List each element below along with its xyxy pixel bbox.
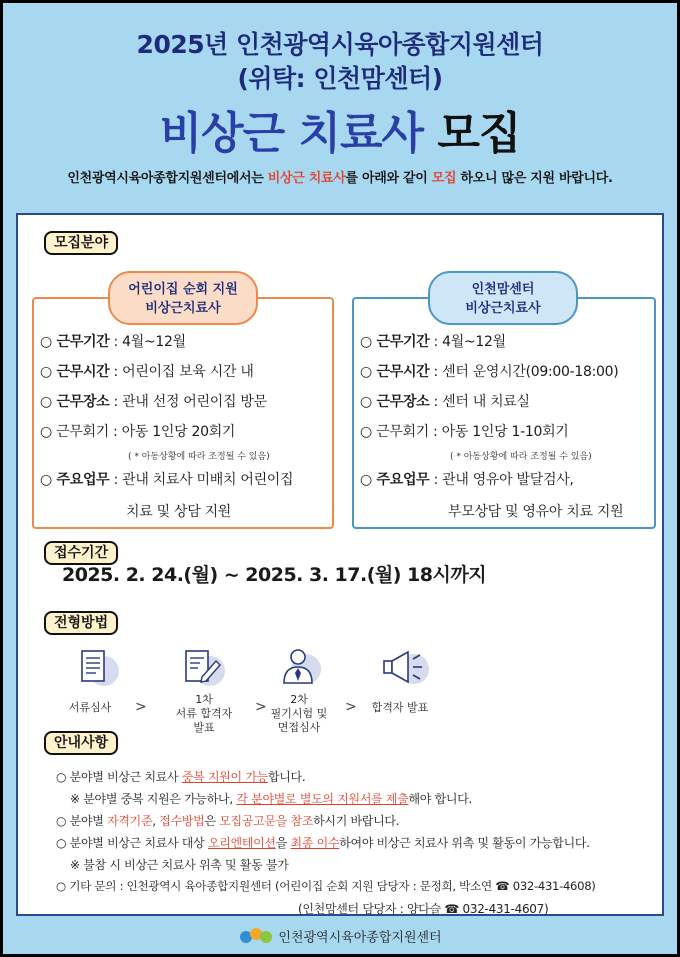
right-duty-line2: 부모상담 및 영유아 치료 지원 xyxy=(448,504,624,520)
step-3-line1: 2차 xyxy=(290,693,308,706)
intro-e: 하오니 많은 지원 바랍니다. xyxy=(456,171,613,186)
guide-line-5: ※ 불참 시 비상근 치료사 위촉 및 활동 불가 xyxy=(70,858,289,872)
left-row-2-value: : 어린이집 보육 시간 내 xyxy=(109,364,254,380)
guide-line-6: ○ 기타 문의 : 인천광역시 육아종합지원센터 (어린이집 순회 지원 담당자 : 문정희, 박소연 ☎ 032-431-4608) xyxy=(56,879,596,893)
right-pill-line2: 비상근치료사 xyxy=(465,301,541,316)
field-tag: 모집분야 xyxy=(44,231,118,255)
left-row-4 xyxy=(40,421,235,441)
guide-3a: ○ 분야별 xyxy=(56,814,108,828)
guide-1b: 중복 지원이 가능 xyxy=(181,770,268,784)
right-pill xyxy=(428,271,578,325)
guide-2c: 해야 합니다. xyxy=(408,792,473,806)
left-row-3-value: : 관내 선정 어린이집 방문 xyxy=(109,394,267,410)
left-pill xyxy=(108,271,258,325)
edit-document-icon xyxy=(180,647,226,693)
step-1-label xyxy=(54,701,126,715)
intro-c: 를 아래와 같이 xyxy=(345,171,432,186)
step-2-line1: 1차 xyxy=(195,693,213,706)
document-icon xyxy=(74,647,120,693)
step-2-label xyxy=(162,693,246,735)
megaphone-icon xyxy=(380,647,430,693)
left-row-2-label: ○ 근무시간 xyxy=(40,364,110,380)
guide-line-4 xyxy=(56,834,590,851)
guide-3d: 접수방법 xyxy=(159,814,205,828)
left-row-5-value: : 관내 치료사 미배치 어린이집 xyxy=(109,472,294,488)
right-row-2-value: : 센터 운영시간(09:00-18:00) xyxy=(429,364,619,380)
guide-3c: , xyxy=(152,814,160,828)
guide-4c: 을 xyxy=(275,836,291,850)
right-row-4 xyxy=(360,421,569,441)
guide-4a: ○ 분야별 비상근 치료사 대상 xyxy=(56,836,208,850)
guide-4e: 하여야 비상근 치료사 위촉 및 활동이 가능합니다. xyxy=(339,836,590,850)
main-title-black: 모집 xyxy=(437,108,521,159)
right-row-1 xyxy=(360,331,506,351)
guide-2a: ※ 분야별 중복 지원은 가능하나, xyxy=(70,792,237,806)
left-row-2 xyxy=(40,361,254,381)
left-note: ( * 아동상황에 따라 조정될 수 있음) xyxy=(128,452,270,462)
right-row-5-label: ○ 주요업무 xyxy=(360,472,430,488)
footer-text: 인천광역시육아종합지원센터 xyxy=(278,930,442,946)
step-1-line1: 서류심사 xyxy=(68,701,112,714)
period-tag: 접수기간 xyxy=(44,541,118,565)
right-row-2-label: ○ 근무시간 xyxy=(360,364,430,380)
guide-4b: 오리엔테이션 xyxy=(207,836,276,850)
right-note: ( * 아동상황에 따라 조정될 수 있음) xyxy=(450,452,592,462)
left-row-1-label: ○ 근무기간 xyxy=(40,334,110,350)
step-4-label xyxy=(358,701,442,715)
guide-3f: 모집공고문을 참조 xyxy=(219,814,314,828)
intro-b: 비상근 치료사 xyxy=(267,171,346,186)
content-card xyxy=(16,213,664,916)
guide-line-7: (인천맘센터 담당자 : 양다슬 ☎ 032-431-4607) xyxy=(298,902,549,916)
left-row-3 xyxy=(40,391,267,411)
guide-line-1 xyxy=(56,768,305,785)
guide-tag: 안내사항 xyxy=(44,731,118,755)
right-row-1-value: : 4월~12월 xyxy=(429,334,506,350)
right-row-4-value: : 아동 1인당 1-10회기 xyxy=(428,424,569,440)
right-row-5 xyxy=(360,469,574,489)
chevron-right-icon: > xyxy=(255,699,267,715)
left-row-3-label: ○ 근무장소 xyxy=(40,394,110,410)
right-row-4-label: ○ 근무회기 xyxy=(360,424,429,440)
guide-4d: 최종 이수 xyxy=(290,836,340,850)
right-row-5-value: : 관내 영유아 발달검사, xyxy=(429,472,574,488)
chevron-right-icon: > xyxy=(345,699,357,715)
intro-text xyxy=(3,167,677,186)
guide-2b: 각 분야별로 별도의 지원서를 제출 xyxy=(236,792,409,806)
guide-1c: 합니다. xyxy=(267,770,306,784)
left-pill-line1: 어린이집 순회 지원 xyxy=(128,282,238,297)
step-4-line1: 합격자 발표 xyxy=(371,701,429,714)
intro-d: 모집 xyxy=(431,171,457,186)
left-row-4-value: : 아동 1인당 20회기 xyxy=(108,424,236,440)
center-logo-icon xyxy=(238,925,274,951)
intro-a: 인천광역시육아종합지원센터에서는 xyxy=(67,171,268,186)
guide-line-3 xyxy=(56,812,399,829)
main-title xyxy=(3,97,677,161)
left-row-4-label: ○ 근무회기 xyxy=(40,424,109,440)
left-row-5-label: ○ 주요업무 xyxy=(40,472,110,488)
guide-3b: 자격기준 xyxy=(107,814,153,828)
title-line1: 2025년 인천광역시육아종합지원센터 xyxy=(136,30,544,59)
left-row-5 xyxy=(40,469,293,489)
left-row-1 xyxy=(40,331,186,351)
guide-3e: 은 xyxy=(204,814,220,828)
step-2-line2: 서류 합격자 xyxy=(175,707,233,720)
process-tag: 전형방법 xyxy=(44,611,118,635)
left-duty-line2: 치료 및 상담 지원 xyxy=(126,504,232,520)
main-title-blue: 비상근 치료사 xyxy=(159,108,423,159)
step-3-line3: 면접심사 xyxy=(277,721,321,734)
left-row-1-value: : 4월~12월 xyxy=(109,334,186,350)
application-period: 2025. 2. 24.(월) ~ 2025. 3. 17.(월) 18시까지 xyxy=(62,564,487,586)
left-pill-line2: 비상근치료사 xyxy=(145,301,221,316)
guide-1a: ○ 분야별 비상근 치료사 xyxy=(56,770,182,784)
right-row-3 xyxy=(360,391,530,411)
guide-3g: 하시기 바랍니다. xyxy=(313,814,400,828)
step-3-label xyxy=(254,693,344,735)
step-2-line3: 발표 xyxy=(193,721,215,734)
right-row-1-label: ○ 근무기간 xyxy=(360,334,430,350)
footer xyxy=(3,925,677,951)
step-3-line2: 필기시험 및 xyxy=(270,707,328,720)
right-row-2 xyxy=(360,361,618,381)
guide-line-2 xyxy=(70,790,472,807)
right-row-3-label: ○ 근무장소 xyxy=(360,394,430,410)
right-row-3-value: : 센터 내 치료실 xyxy=(429,394,530,410)
interviewer-icon xyxy=(276,645,322,691)
title-line2: (위탁: 인천맘센터) xyxy=(237,64,443,93)
poster xyxy=(3,3,677,954)
right-pill-line1: 인천맘센터 xyxy=(471,282,535,297)
chevron-right-icon: > xyxy=(135,699,147,715)
